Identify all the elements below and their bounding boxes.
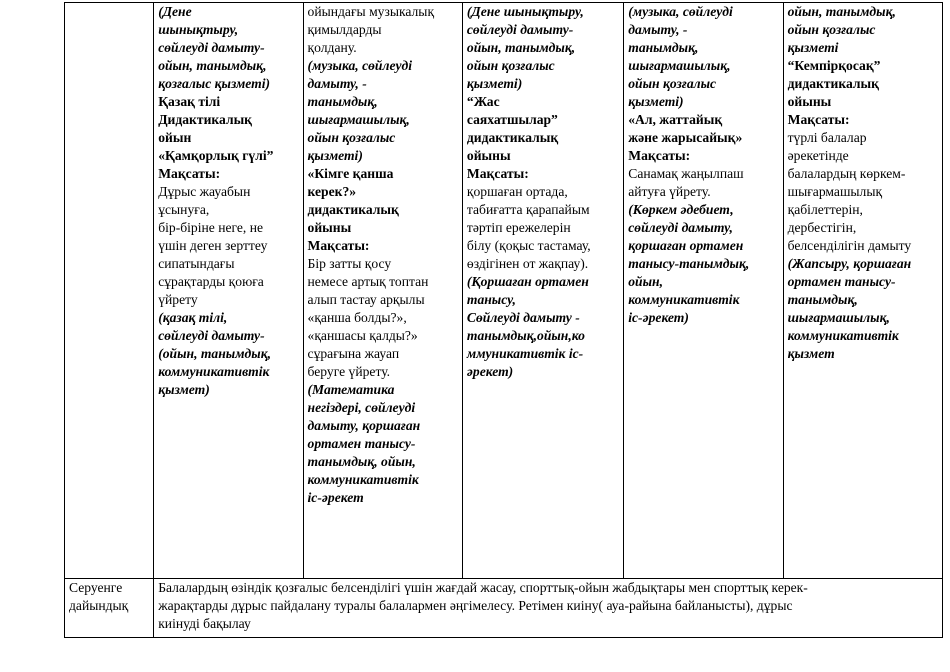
cell-line: іс-әрекет [307, 490, 364, 505]
cell-line: сөйлеуді дамыту- [158, 40, 265, 55]
cell-line: дамыту, - [307, 76, 367, 91]
day-content-2 [308, 3, 458, 507]
cell-line: Мақсаты: [307, 238, 370, 253]
cell-line: және жарысайық» [628, 130, 743, 145]
cell-line: ойын [158, 130, 192, 145]
cell-line: қызметі) [307, 148, 363, 163]
cell-line: (Математика [307, 382, 395, 397]
cell-line: қызметі [787, 40, 839, 55]
cell-line: ойындағы музыкалық [307, 4, 435, 19]
cell-line: Мақсаты: [466, 166, 529, 181]
cell-line: шығармашылық, [787, 310, 890, 325]
cell-line: Бір затты қосу [307, 256, 392, 271]
walk-description-cell [154, 579, 943, 638]
cell-line: Мақсаты: [628, 148, 691, 163]
cell-line: әрекетінде [787, 148, 849, 163]
day-cell-3 [462, 3, 623, 579]
cell-line: қызметі) [628, 94, 684, 109]
cell-line: үшін деген зерттеу [158, 238, 268, 253]
walk-text-line-1: Балалардың өзіндік қозғалыс белсенділігі үшін жағдай жасау, спорттық-ойын жабдықтары мен спорттық керек- [158, 580, 808, 595]
cell-line: ойын, танымдық, [466, 40, 576, 55]
cell-line: (Жапсыру, қоршаған [787, 256, 912, 271]
cell-line: ортамен танысу- [787, 274, 896, 289]
cell-line: танымдық, [787, 292, 858, 307]
walk-label-cell [65, 579, 154, 638]
cell-line: негіздері, сөйлеуді [307, 400, 416, 415]
cell-line: сипатындағы [158, 256, 235, 271]
cell-line: немесе артық топтан [307, 274, 429, 289]
cell-line: дербестігін, [787, 220, 857, 235]
cell-line: “Жас [466, 94, 500, 109]
cell-line: түрлі балалар [787, 130, 867, 145]
cell-line: (музыка, сөйлеуді [307, 58, 413, 73]
cell-line: Санамақ жаңылпаш [628, 166, 744, 181]
cell-line: Мақсаты: [158, 166, 221, 181]
cell-line: білу (қоқыс тастамау, [466, 238, 591, 253]
cell-line: ойыны [787, 94, 832, 109]
cell-line: танысу-танымдық, [628, 256, 750, 271]
day-content-1 [158, 3, 298, 399]
activities-row [65, 3, 943, 579]
cell-line: үйрету [158, 292, 198, 307]
cell-line: саяхатшылар” [466, 112, 558, 127]
plan-table [64, 2, 943, 638]
cell-line: коммуникативтік [158, 364, 270, 379]
cell-line: қызмет) [158, 382, 210, 397]
cell-line: сұрақтарды қоюға [158, 274, 264, 289]
cell-line: беруге үйрету. [307, 364, 391, 379]
cell-line: қызмет [787, 346, 835, 361]
cell-line: ұсынуға, [158, 202, 210, 217]
cell-line: «Ал, жаттайық [628, 112, 723, 127]
cell-line: «қанша болды?», [307, 310, 407, 325]
cell-line: (Дене шынықтыру, [466, 4, 584, 19]
day-cell-1 [154, 3, 303, 579]
cell-line: (музыка, сөйлеуді [628, 4, 733, 19]
cell-line: шығармашылық, [628, 58, 731, 73]
cell-line: ммуникативтік іс- [466, 346, 584, 361]
cell-line: шығармашылық [787, 184, 883, 199]
cell-line: сұрағына жауап [307, 346, 400, 361]
cell-line: қозғалыс қызметі) [158, 76, 270, 91]
walk-text-line-3: киінуді бақылау [158, 616, 251, 631]
cell-line: танымдық, [307, 94, 378, 109]
day-content-5 [788, 3, 938, 363]
cell-line: дидактикалық [466, 130, 559, 145]
cell-line: танымдық, [628, 40, 699, 55]
cell-line: шығармашылық, [307, 112, 410, 127]
cell-line: коммуникативтік [307, 472, 419, 487]
walk-label-line-1: Серуенге [69, 580, 123, 595]
cell-line: ойын қозғалыс [628, 76, 717, 91]
cell-line: айтуға үйрету. [628, 184, 711, 199]
cell-line: белсенділігін дамыту [787, 238, 912, 253]
cell-line: шынықтыру, [158, 22, 239, 37]
cell-line: қабілеттерін, [787, 202, 863, 217]
cell-line: сөйлеуді дамыту- [158, 328, 265, 343]
cell-line: ойын қозғалыс [307, 130, 396, 145]
day-cell-2 [303, 3, 462, 579]
cell-line: дидактикалық [307, 202, 399, 217]
cell-line: алып тастау арқылы [307, 292, 425, 307]
day-content-4 [628, 3, 778, 327]
cell-line: дамыту, қоршаған [307, 418, 421, 433]
cell-line: танымдық, ойын, [307, 454, 416, 469]
cell-line: ортамен танысу- [307, 436, 416, 451]
walk-preparation-row [65, 579, 943, 638]
cell-line: дидактикалық [787, 76, 879, 91]
cell-line: Мақсаты: [787, 112, 850, 127]
cell-line: «қаншасы қалды?» [307, 328, 418, 343]
cell-line: іс-әрекет) [628, 310, 689, 325]
day-cell-4 [624, 3, 783, 579]
cell-line: «Қамқорлық гүлі” [158, 148, 274, 163]
cell-line: бір-біріне неге, не [158, 220, 264, 235]
cell-line: танымдық,ойын,ко [466, 328, 585, 343]
cell-line: (Қоршаған ортамен [466, 274, 589, 289]
cell-line: қоршаған ортада, [466, 184, 568, 199]
cell-line: коммуникативтік [628, 292, 740, 307]
walk-text-line-2: жарақтарды дұрыс пайдалану туралы балалармен әңгімелесу. Ретімен киіну( ауа-райына байланысты), дұрыс [158, 598, 793, 613]
cell-line: өздігінен от жақпау). [466, 256, 589, 271]
day-cell-5 [783, 3, 942, 579]
cell-line: сөйлеуді дамыту- [466, 22, 574, 37]
day-content-3 [467, 3, 619, 381]
cell-line: сөйлеуді дамыту, [628, 220, 733, 235]
cell-line: ойыны [307, 220, 352, 235]
cell-line: (Көркем әдебиет, [628, 202, 734, 217]
cell-line: әрекет) [466, 364, 514, 379]
cell-line: ойын, танымдық, [158, 58, 267, 73]
cell-line: дамыту, - [628, 22, 688, 37]
cell-line: (ойын, танымдық, [158, 346, 271, 361]
cell-line: Дидактикалық [158, 112, 253, 127]
cell-line: табиғатта қарапайым [466, 202, 590, 217]
cell-line: «Кімге қанша [307, 166, 394, 181]
cell-line: (қазақ тілі, [158, 310, 228, 325]
cell-line: балалардың көркем- [787, 166, 906, 181]
cell-line: қолдану. [307, 40, 357, 55]
cell-line: “Кемпірқосақ” [787, 58, 881, 73]
cell-line: танысу, [466, 292, 516, 307]
cell-line: ойын қозғалыс [466, 58, 555, 73]
cell-line: Сөйлеуді дамыту - [466, 310, 580, 325]
walk-label-line-2: дайындық [69, 598, 129, 613]
cell-line: керек?» [307, 184, 357, 199]
cell-line: (Дене [158, 4, 192, 19]
cell-line: ойын, [628, 274, 663, 289]
cell-line: тәртіп ережелерін [466, 220, 571, 235]
cell-line: Дұрыс жауабын [158, 184, 251, 199]
cell-line: қызметі) [466, 76, 523, 91]
cell-line: ойын қозғалыс [787, 22, 876, 37]
cell-line: коммуникативтік [787, 328, 899, 343]
cell-line: қимылдарды [307, 22, 382, 37]
row-label-cell [65, 3, 154, 579]
cell-line: Қазақ тілі [158, 94, 221, 109]
cell-line: ойыны [466, 148, 511, 163]
cell-line: ойын, танымдық, [787, 4, 896, 19]
cell-line: қоршаған ортамен [628, 238, 744, 253]
